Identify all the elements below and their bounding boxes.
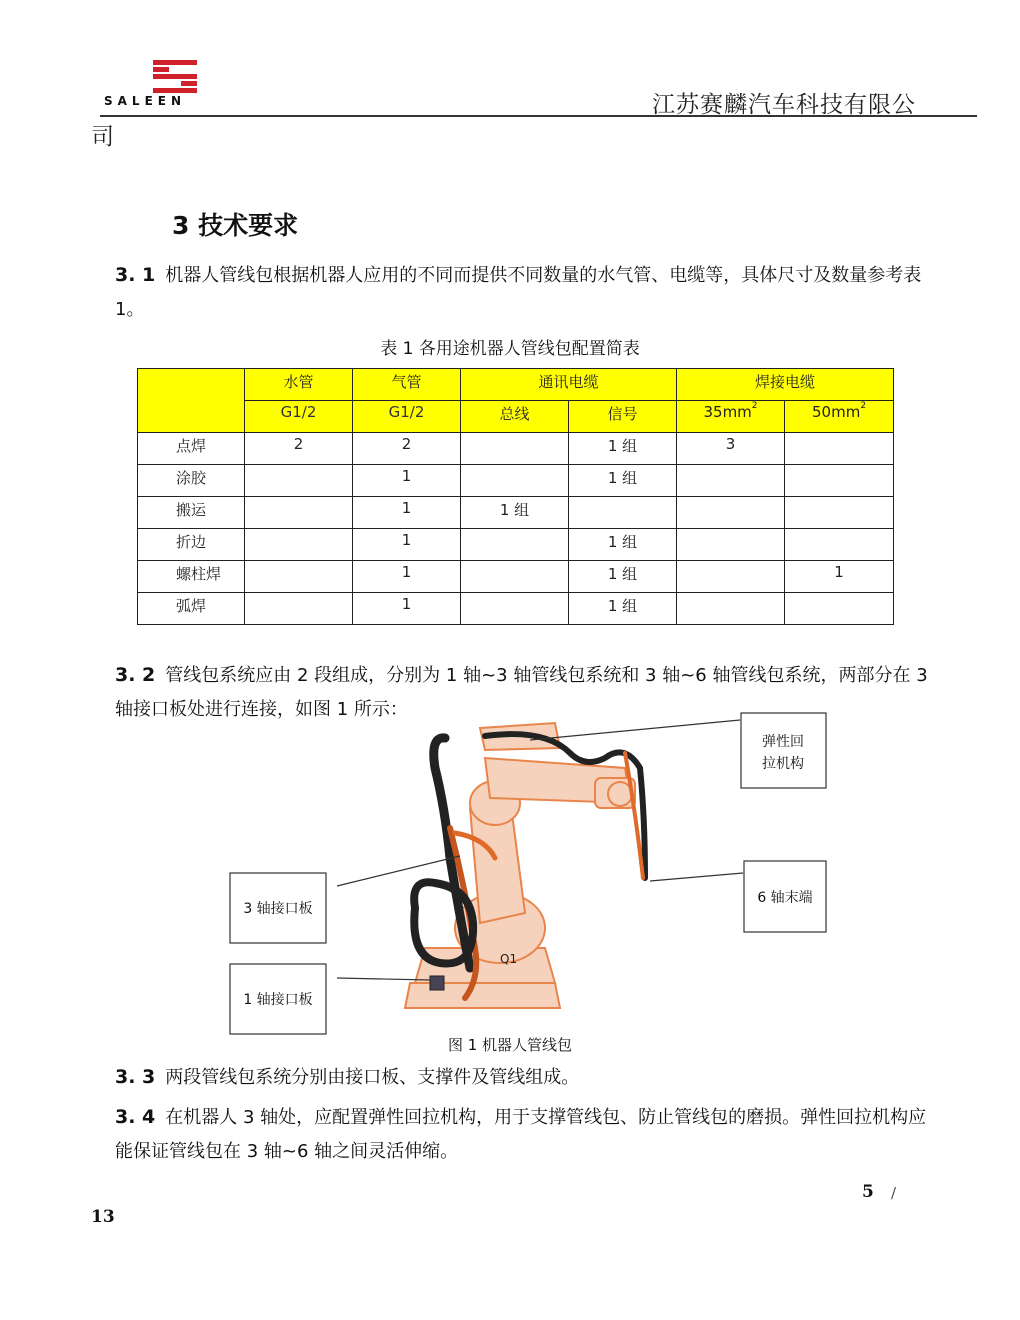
table-cell [461, 465, 569, 497]
table-cell: 1 组 [569, 433, 677, 465]
row-label: 折边 [138, 529, 245, 561]
figure-caption: 图 1 机器人管线包 [447, 1036, 573, 1054]
table-cell: 2 [353, 433, 461, 465]
table-cell [461, 433, 569, 465]
row-label: 弧焊 [138, 593, 245, 625]
axis1-interface-plate [430, 976, 444, 990]
table-cell: 1 [785, 561, 894, 593]
paragraph-number: 3. 3 [115, 1066, 156, 1088]
company-name-wrap: 司 [91, 124, 114, 150]
table-cell [785, 529, 894, 561]
table-cell [677, 465, 785, 497]
table-group-header: 气管 [353, 369, 461, 401]
row-label: 涂胶 [138, 465, 245, 497]
callout-axis6-end [744, 861, 826, 932]
table-group-header: 通讯电缆 [461, 369, 677, 401]
unit-label: 50mm [812, 403, 861, 421]
row-label: 螺柱焊 [138, 561, 245, 593]
table-subheader: 信号 [569, 401, 677, 433]
header-divider [100, 115, 977, 117]
table-cell: 1 组 [569, 529, 677, 561]
table-cell [461, 529, 569, 561]
table-cell: 3 [677, 433, 785, 465]
paragraph-number: 3. 4 [115, 1106, 156, 1128]
table-cell [245, 465, 353, 497]
table-cell [677, 497, 785, 529]
paragraph-number: 3. 2 [115, 664, 156, 686]
table-subheader: G1/2 [353, 401, 461, 433]
table-row [138, 465, 894, 497]
table-cell [461, 593, 569, 625]
unit-label: 35mm [703, 403, 752, 421]
table-subheader: G1/2 [245, 401, 353, 433]
robot-dress-pack-figure [225, 708, 830, 1038]
table-cell [677, 593, 785, 625]
page-number: 5 [862, 1182, 874, 1202]
table-group-header: 水管 [245, 369, 353, 401]
table-caption: 表 1 各用途机器人管线包配置简表 [380, 339, 640, 359]
table-subheader [785, 401, 894, 433]
table-corner-cell [138, 369, 245, 433]
table-cell [245, 593, 353, 625]
table-row [138, 593, 894, 625]
table-group-header: 焊接电缆 [677, 369, 894, 401]
callout-spring-line1: 弹性回 [762, 734, 804, 750]
company-name: 江苏赛麟汽车科技有限公 [652, 92, 916, 118]
svg-text:3 轴接口板: 3 轴接口板 [243, 901, 313, 917]
table-row [138, 433, 894, 465]
marker-label: Q1 [500, 952, 518, 966]
svg-text:6 轴末端: 6 轴末端 [757, 890, 813, 906]
table-cell [461, 561, 569, 593]
paragraph-text: 机器人管线包根据机器人应用的不同而提供不同数量的水气管、电缆等，具体尺寸及数量参考表 1。 [115, 265, 922, 320]
table-cell [785, 497, 894, 529]
table-cell [245, 561, 353, 593]
table-cell: 1 组 [569, 465, 677, 497]
config-table [137, 368, 894, 625]
paragraph-text: 在机器人 3 轴处，应配置弹性回拉机构，用于支撑管线包、防止管线包的磨损。弹性回拉机构应能保证管线包在 3 轴~6 轴之间灵活伸缩。 [115, 1107, 927, 1162]
callout-axis1-plate [230, 964, 326, 1034]
table-cell: 1 [353, 593, 461, 625]
table-cell: 1 [353, 561, 461, 593]
svg-text:SALEEN: SALEEN [104, 94, 187, 108]
unit-superscript: 2 [860, 401, 867, 411]
row-label: 点焊 [138, 433, 245, 465]
table-header-row [138, 369, 894, 401]
callout-spring-line2: 拉机构 [762, 756, 804, 772]
saleen-logo [100, 58, 250, 108]
table-cell: 1 [353, 497, 461, 529]
table-row [138, 497, 894, 529]
paragraph-text: 管线包系统应由 2 段组成，分别为 1 轴~3 轴管线包系统和 3 轴~6 轴管线包系统，两部分在 3 轴接口板处进行连接，如图 1 所示： [115, 665, 928, 720]
table-subheader-row [138, 401, 894, 433]
svg-text:1 轴接口板: 1 轴接口板 [243, 992, 313, 1008]
table-cell: 1 [353, 465, 461, 497]
callout-axis3-plate [230, 873, 326, 943]
unit-superscript: 2 [751, 401, 758, 411]
paragraph-3-4 [115, 1100, 935, 1169]
section-title: 3 技术要求 [172, 211, 299, 240]
paragraph-3-3 [115, 1060, 935, 1095]
table-row [138, 561, 894, 593]
table-cell [785, 433, 894, 465]
table-cell: 1 [353, 529, 461, 561]
table-subheader: 总线 [461, 401, 569, 433]
table-cell: 1 组 [569, 561, 677, 593]
table-cell: 1 组 [461, 497, 569, 529]
table-subheader [677, 401, 785, 433]
paragraph-number: 3. 1 [115, 264, 156, 286]
table-cell [245, 529, 353, 561]
table-cell: 1 组 [569, 593, 677, 625]
table-cell [785, 465, 894, 497]
row-label: 搬运 [138, 497, 245, 529]
table-cell: 2 [245, 433, 353, 465]
table-cell [677, 529, 785, 561]
callout-spring-mechanism [741, 713, 826, 788]
paragraph-3-1 [115, 258, 935, 327]
table-cell [785, 593, 894, 625]
table-row [138, 529, 894, 561]
table-cell [569, 497, 677, 529]
paragraph-text: 两段管线包系统分别由接口板、支撑件及管线组成。 [165, 1067, 580, 1088]
table-cell [677, 561, 785, 593]
table-cell [245, 497, 353, 529]
total-pages: 13 [91, 1207, 115, 1227]
page-separator: / [891, 1184, 897, 1202]
